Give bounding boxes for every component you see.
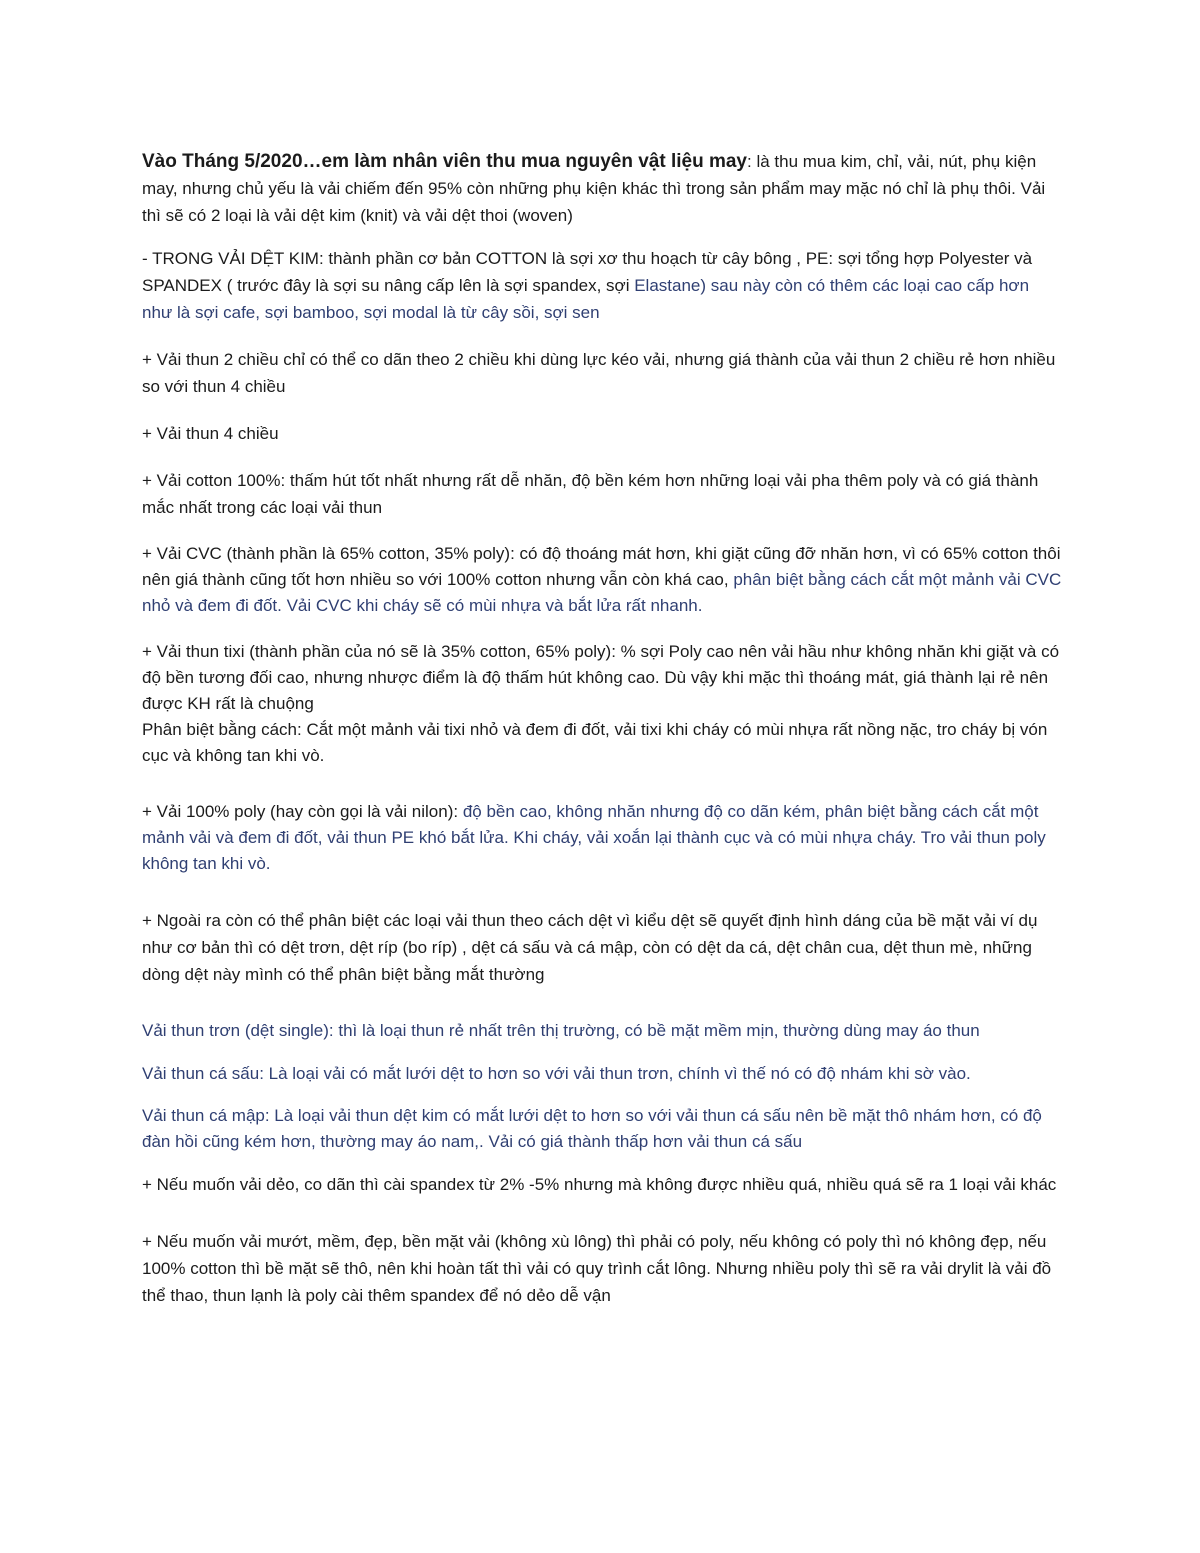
document-body: [142, 148, 1064, 1309]
poly-text: + Vải 100% poly (hay còn gọi là vải nilon):: [142, 802, 463, 821]
intro-heading: Vào Tháng 5/2020…em làm nhân viên thu mua nguyên vật liệu may: [142, 151, 748, 172]
paragraph-cvc: [142, 541, 1064, 619]
paragraph-knit-fabric: [142, 245, 1064, 326]
intro-text: : là thu mua kim, chỉ, vải, nút, phụ kiện may, nhưng chủ yếu là vải chiếm đến 95% còn những phụ kiện khác thì trong sản phẩm may mặc nó chỉ là phụ thôi. Vải thì sẽ có 2 loại là vải dệt kim (knit) và vải dệt thoi (woven): [142, 152, 1046, 225]
paragraph-spandex: + Nếu muốn vải dẻo, co dãn thì cài spandex từ 2% -5% nhưng mà không được nhiều quá, nhiều quá sẽ ra 1 loại vải khác: [142, 1175, 1057, 1194]
paragraph-poly-finish: + Nếu muốn vải mướt, mềm, đẹp, bền mặt vải (không xù lông) thì phải có poly, nếu không có poly thì nó không đẹp, nếu 100% cotton thì bề mặt sẽ thô, nên khi hoàn tất thì vải có quy trình cắt lông. Nhưng nhiều poly thì sẽ ra vải drylit là vải đồ thể thao, thun lạnh là poly cài thêm spandex để nó dẻo dễ vận: [142, 1232, 1052, 1305]
paragraph-cotton-100: + Vải cotton 100%: thấm hút tốt nhất nhưng rất dễ nhăn, độ bền kém hơn những loại vải pha thêm poly và có giá thành mắc nhất trong các loại vải thun: [142, 471, 1039, 517]
cvc-text-blue: phân biệt bằng cách cắt một mảnh vải CVC nhỏ và đem đi đốt. Vải CVC khi cháy sẽ có mùi nhựa và bắt lửa rất nhanh.: [142, 570, 1062, 615]
poly-text-blue: độ bền cao, không nhăn nhưng độ co dãn kém, phân biệt bằng cách cắt một mảnh vải và đem đi đốt, vải thun PE khó bắt lửa. Khi cháy, vải xoắn lại thành cục và có mùi nhựa cháy. Tro vải thun poly không tan khi vò.: [142, 802, 1046, 873]
paragraph-tixi: + Vải thun tixi (thành phần của nó sẽ là 35% cotton, 65% poly): % sợi Poly cao nên vải hầu như không nhăn khi giặt và có độ bền tương đối cao, nhưng nhược điểm là độ thấm hút không cao. Dù vậy khi mặc thì thoáng mát, giá thành lại rẻ nên được KH rất là chuộng: [142, 642, 1060, 713]
paragraph-weave-types: + Ngoài ra còn có thể phân biệt các loại vải thun theo cách dệt vì kiểu dệt sẽ quyết định hình dáng của bề mặt vải ví dụ như cơ bản thì có dệt trơn, dệt ríp (bo ríp) , dệt cá sấu và cá mập, còn có dệt da cá, dệt chân cua, dệt thun mè, những dòng dệt này mình có thể phân biệt bằng mắt thường: [142, 911, 1038, 984]
paragraph-intro: [142, 148, 1064, 229]
paragraph-two-way-stretch: + Vải thun 2 chiều chỉ có thể co dãn theo 2 chiều khi dùng lực kéo vải, nhưng giá thành của vải thun 2 chiều rẻ hơn nhiều so với thun 4 chiều: [142, 350, 1056, 396]
paragraph-single-jersey: Vải thun trơn (dệt single): thì là loại thun rẻ nhất trên thị trường, có bề mặt mềm mịn, thường dùng may áo thun: [142, 1021, 980, 1040]
knit-fabric-text: - TRONG VẢI DỆT KIM: thành phần cơ bản COTTON là sợi xơ thu hoạch từ cây bông , PE: sợi tổng hợp Polyester và SPANDEX ( trước đây là sợi su nâng cấp lên là sợi spandex, sợi: [142, 249, 1033, 295]
knit-fabric-text-blue: Elastane) sau này còn có thêm các loại cao cấp hơn như là sợi cafe, sợi bamboo, sợi modal là từ cây sồi, sợi sen: [142, 276, 1030, 322]
paragraph-poly-100: [142, 799, 1064, 877]
paragraph-pique: Vải thun cá sấu: Là loại vải có mắt lưới dệt to hơn so với vải thun trơn, chính vì thế nó có độ nhám khi sờ vào.: [142, 1064, 971, 1083]
paragraph-shark-pique: Vải thun cá mập: Là loại vải thun dệt kim có mắt lưới dệt to hơn so với vải thun cá sấu nên bề mặt thô nhám hơn, có độ đàn hồi cũng kém hơn, thường may áo nam,. Vải có giá thành thấp hơn vải thun cá sấu: [142, 1106, 1042, 1151]
paragraph-tixi-distinguish: Phân biệt bằng cách: Cắt một mảnh vải tixi nhỏ và đem đi đốt, vải tixi khi cháy có mùi nhựa rất nồng nặc, tro cháy bị vón cục và không tan khi vò.: [142, 720, 1048, 765]
cvc-text: + Vải CVC (thành phần là 65% cotton, 35% poly): có độ thoáng mát hơn, khi giặt cũng đỡ nhăn hơn, vì có 65% cotton thôi nên giá thành cũng tốt hơn nhiều so với 100% cotton nhưng vẫn còn khá cao,: [142, 544, 1061, 589]
paragraph-four-way-stretch: + Vải thun 4 chiều: [142, 424, 279, 443]
